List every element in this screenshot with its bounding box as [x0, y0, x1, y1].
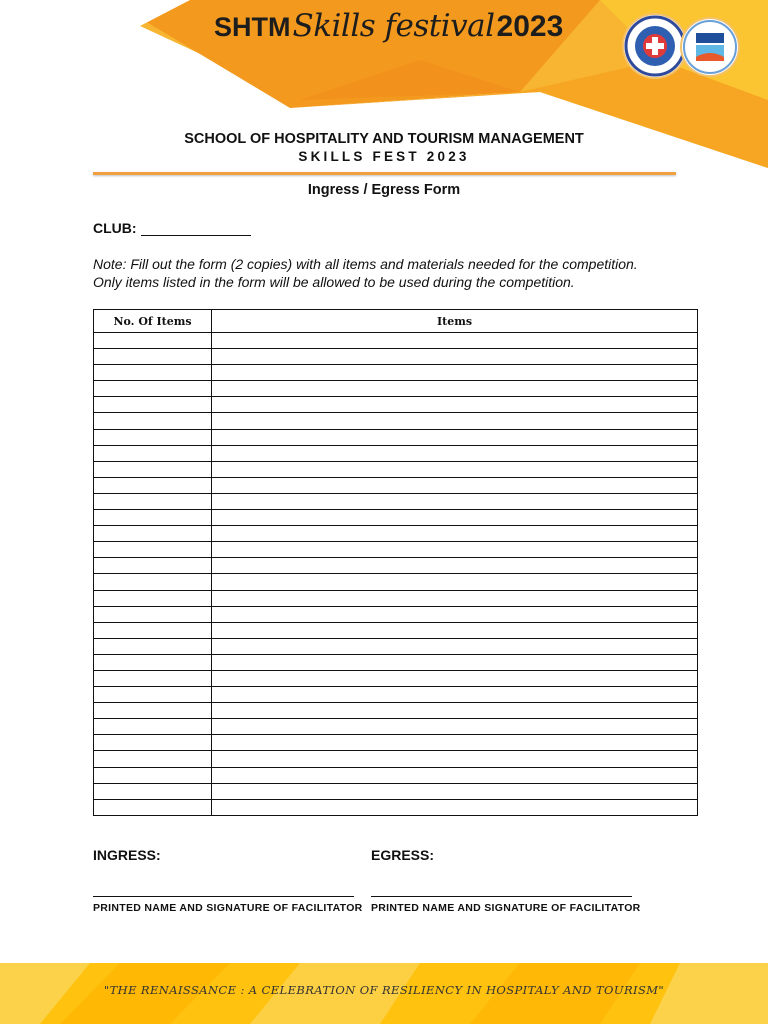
table-row — [94, 445, 698, 461]
item-cell[interactable] — [212, 365, 698, 381]
quantity-cell[interactable] — [94, 654, 212, 670]
table-row — [94, 397, 698, 413]
brand-script: Skills festival — [292, 8, 495, 44]
table-row — [94, 719, 698, 735]
brand-prefix: SHTM — [214, 12, 291, 42]
table-row — [94, 429, 698, 445]
column-header-quantity: No. Of Items — [94, 310, 212, 333]
item-cell[interactable] — [212, 622, 698, 638]
item-cell[interactable] — [212, 477, 698, 493]
item-cell[interactable] — [212, 799, 698, 815]
quantity-cell[interactable] — [94, 542, 212, 558]
club-blank-line[interactable] — [141, 221, 251, 236]
item-cell[interactable] — [212, 574, 698, 590]
table-row — [94, 638, 698, 654]
table-row — [94, 349, 698, 365]
egress-label: EGRESS: — [371, 847, 435, 863]
table-row — [94, 493, 698, 509]
table-row — [94, 590, 698, 606]
footer-motto: "THE RENAISSANCE : A CELEBRATION OF RESILIENCY IN HOSPITALY AND TOURISM" — [103, 983, 665, 997]
quantity-cell[interactable] — [94, 381, 212, 397]
quantity-cell[interactable] — [94, 477, 212, 493]
table-row — [94, 606, 698, 622]
quantity-cell[interactable] — [94, 687, 212, 703]
table-row — [94, 381, 698, 397]
festival-logo — [214, 8, 563, 50]
note-line-2: Only items listed in the form will be allowed to be used during the competition. — [93, 274, 575, 290]
quantity-cell[interactable] — [94, 333, 212, 349]
quantity-cell[interactable] — [94, 670, 212, 686]
item-cell[interactable] — [212, 590, 698, 606]
item-cell[interactable] — [212, 526, 698, 542]
club-label: CLUB: — [93, 220, 137, 236]
title-divider — [93, 172, 676, 175]
table-row — [94, 365, 698, 381]
item-cell[interactable] — [212, 429, 698, 445]
club-field — [93, 220, 251, 236]
quantity-cell[interactable] — [94, 735, 212, 751]
item-cell[interactable] — [212, 783, 698, 799]
form-note — [93, 255, 638, 291]
table-row — [94, 413, 698, 429]
item-cell[interactable] — [212, 413, 698, 429]
item-cell[interactable] — [212, 703, 698, 719]
item-cell[interactable] — [212, 767, 698, 783]
table-row — [94, 735, 698, 751]
quantity-cell[interactable] — [94, 510, 212, 526]
table-row — [94, 558, 698, 574]
quantity-cell[interactable] — [94, 365, 212, 381]
item-cell[interactable] — [212, 735, 698, 751]
item-cell[interactable] — [212, 638, 698, 654]
event-title: SKILLS FEST 2023 — [298, 149, 470, 164]
quantity-cell[interactable] — [94, 429, 212, 445]
quantity-cell[interactable] — [94, 622, 212, 638]
quantity-cell[interactable] — [94, 719, 212, 735]
quantity-cell[interactable] — [94, 767, 212, 783]
quantity-cell[interactable] — [94, 783, 212, 799]
table-row — [94, 783, 698, 799]
college-seal-icon — [624, 15, 686, 77]
item-cell[interactable] — [212, 397, 698, 413]
quantity-cell[interactable] — [94, 799, 212, 815]
item-cell[interactable] — [212, 670, 698, 686]
quantity-cell[interactable] — [94, 461, 212, 477]
school-title: SCHOOL OF HOSPITALITY AND TOURISM MANAGEMENT — [184, 131, 584, 147]
table-row — [94, 622, 698, 638]
table-row — [94, 526, 698, 542]
item-cell[interactable] — [212, 493, 698, 509]
item-cell[interactable] — [212, 687, 698, 703]
item-cell[interactable] — [212, 461, 698, 477]
table-row — [94, 751, 698, 767]
table-row — [94, 542, 698, 558]
item-cell[interactable] — [212, 719, 698, 735]
quantity-cell[interactable] — [94, 638, 212, 654]
form-title: Ingress / Egress Form — [307, 182, 461, 198]
table-row — [94, 703, 698, 719]
item-cell[interactable] — [212, 558, 698, 574]
table-header-row — [94, 310, 698, 333]
table-row — [94, 574, 698, 590]
table-row — [94, 767, 698, 783]
quantity-cell[interactable] — [94, 703, 212, 719]
quantity-cell[interactable] — [94, 526, 212, 542]
quantity-cell[interactable] — [94, 397, 212, 413]
egress-signature-caption: PRINTED NAME AND SIGNATURE OF FACILITATOR — [371, 902, 641, 914]
ingress-signature-caption: PRINTED NAME AND SIGNATURE OF FACILITATOR — [93, 902, 363, 914]
shtm-logo-icon — [682, 19, 738, 75]
quantity-cell[interactable] — [94, 413, 212, 429]
table-row — [94, 461, 698, 477]
egress-signature-line[interactable] — [371, 896, 632, 897]
item-cell[interactable] — [212, 542, 698, 558]
quantity-cell[interactable] — [94, 590, 212, 606]
table-row — [94, 333, 698, 349]
quantity-cell[interactable] — [94, 558, 212, 574]
item-cell[interactable] — [212, 349, 698, 365]
quantity-cell[interactable] — [94, 445, 212, 461]
table-row — [94, 670, 698, 686]
table-row — [94, 799, 698, 815]
ingress-signature-line[interactable] — [93, 896, 354, 897]
item-cell[interactable] — [212, 654, 698, 670]
quantity-cell[interactable] — [94, 493, 212, 509]
note-line-1: Note: Fill out the form (2 copies) with all items and materials needed for the competition. — [93, 256, 638, 272]
table-row — [94, 510, 698, 526]
table-row — [94, 687, 698, 703]
table-row — [94, 477, 698, 493]
quantity-cell[interactable] — [94, 349, 212, 365]
column-header-items: Items — [212, 310, 698, 333]
item-cell[interactable] — [212, 751, 698, 767]
item-cell[interactable] — [212, 333, 698, 349]
quantity-cell[interactable] — [94, 606, 212, 622]
ingress-label: INGRESS: — [93, 847, 161, 863]
table-row — [94, 654, 698, 670]
items-table — [93, 309, 698, 816]
item-cell[interactable] — [212, 510, 698, 526]
brand-year: 2023 — [496, 10, 564, 43]
item-cell[interactable] — [212, 445, 698, 461]
item-cell[interactable] — [212, 381, 698, 397]
quantity-cell[interactable] — [94, 574, 212, 590]
quantity-cell[interactable] — [94, 751, 212, 767]
item-cell[interactable] — [212, 606, 698, 622]
